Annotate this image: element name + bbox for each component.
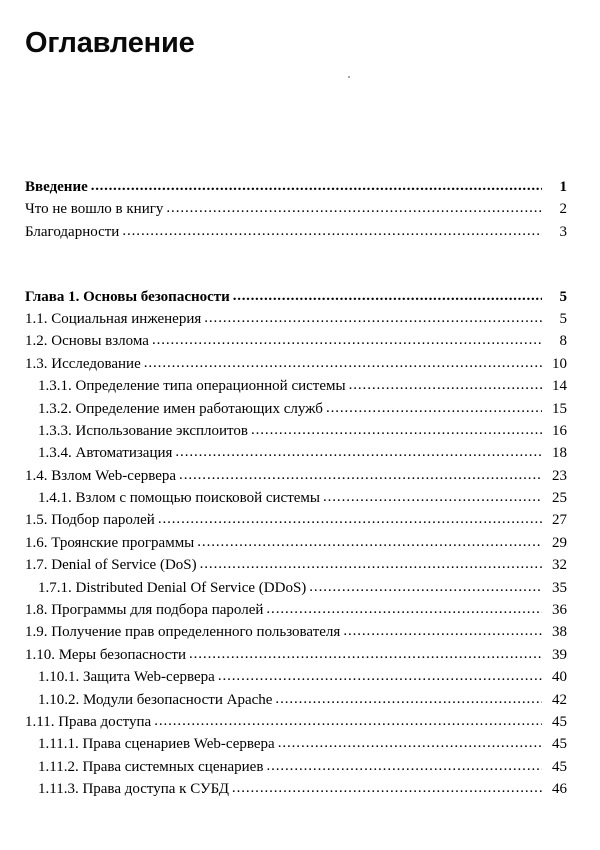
toc-entry[interactable] xyxy=(0,487,600,509)
toc-entry-label: 1.4. Взлом Web-сервера xyxy=(25,467,177,484)
toc-entry-page-number: 35 xyxy=(552,579,567,596)
toc-entry-label: 1.3.3. Использование эксплоитов xyxy=(38,422,248,439)
toc-entry-label: 1.10.2. Модули безопасности Apache xyxy=(38,691,273,708)
toc-entry-page-number: 23 xyxy=(552,467,567,484)
toc-entry-label: 1.11.1. Права сценариев Web-сервера xyxy=(38,736,275,753)
toc-dot-leader xyxy=(175,445,542,460)
toc-entry[interactable] xyxy=(0,554,600,576)
toc-entry[interactable] xyxy=(0,711,600,733)
toc-dot-leader xyxy=(166,201,542,216)
toc-entry-page-number: 38 xyxy=(552,624,567,641)
table-of-contents xyxy=(0,176,600,801)
toc-entry-page-number: 29 xyxy=(552,534,567,551)
toc-entry[interactable] xyxy=(0,644,600,666)
toc-entry-page-number: 2 xyxy=(559,201,567,218)
toc-entry[interactable] xyxy=(0,666,600,688)
toc-entry-label: 1.3.4. Автоматизация xyxy=(38,445,173,462)
toc-entry-page-number: 45 xyxy=(552,736,567,753)
toc-dot-leader xyxy=(278,736,542,751)
toc-entry-label: 1.11. Права доступа xyxy=(25,713,152,730)
toc-dot-leader xyxy=(204,311,542,326)
toc-dot-leader xyxy=(218,669,542,684)
toc-entry[interactable] xyxy=(0,532,600,554)
toc-entry-page-number: 15 xyxy=(552,400,567,417)
toc-entry-page-number: 14 xyxy=(552,378,567,395)
toc-dot-leader xyxy=(152,333,542,348)
toc-dot-leader xyxy=(343,624,542,639)
toc-entry[interactable] xyxy=(0,286,600,308)
toc-dot-leader xyxy=(154,714,542,729)
toc-entry-label: 1.3.2. Определение имен работающих служб xyxy=(38,400,323,417)
toc-entry[interactable] xyxy=(0,375,600,397)
toc-dot-leader xyxy=(122,224,542,239)
page-title: Оглавление xyxy=(25,27,195,59)
toc-entry-label: Введение xyxy=(25,179,88,195)
toc-entry-label: 1.8. Программы для подбора паролей xyxy=(25,602,264,619)
toc-entry[interactable] xyxy=(0,398,600,420)
toc-dot-leader xyxy=(232,781,542,796)
toc-front-matter-group xyxy=(0,176,600,243)
toc-dot-leader xyxy=(275,692,542,707)
toc-dot-leader xyxy=(179,468,542,483)
toc-entry-page-number: 10 xyxy=(552,355,567,372)
toc-entry-label: 1.9. Получение прав определенного пользователя xyxy=(25,624,341,641)
scan-artifact-speck xyxy=(348,76,350,78)
toc-entry-label: 1.11.3. Права доступа к СУБД xyxy=(38,781,229,798)
toc-section-spacer xyxy=(0,243,600,265)
toc-entry[interactable] xyxy=(0,465,600,487)
toc-entry[interactable] xyxy=(0,599,600,621)
toc-entry-page-number: 45 xyxy=(552,758,567,775)
toc-entry-label: Благодарности xyxy=(25,223,120,240)
toc-entry[interactable] xyxy=(0,420,600,442)
toc-dot-leader xyxy=(233,289,542,304)
toc-entry-page-number: 16 xyxy=(552,422,567,439)
toc-dot-leader xyxy=(266,759,542,774)
toc-entry[interactable] xyxy=(0,442,600,464)
toc-entry-label: Что не вошло в книгу xyxy=(25,201,164,218)
toc-entry-page-number: 5 xyxy=(559,288,567,305)
toc-entry-page-number: 5 xyxy=(559,310,567,327)
toc-entry-page-number: 42 xyxy=(552,691,567,708)
toc-entry-page-number: 8 xyxy=(559,333,567,350)
toc-entry[interactable] xyxy=(0,621,600,643)
toc-entry[interactable] xyxy=(0,198,600,220)
toc-entry-page-number: 25 xyxy=(552,490,567,507)
toc-entry-page-number: 40 xyxy=(552,669,567,686)
toc-entry-label: 1.7.1. Distributed Denial Of Service (DDoS) xyxy=(38,579,307,596)
toc-entry-page-number: 27 xyxy=(552,512,567,529)
toc-entry[interactable] xyxy=(0,221,600,243)
toc-entry-label: 1.1. Социальная инженерия xyxy=(25,310,202,327)
toc-entry-label: 1.7. Denial of Service (DoS) xyxy=(25,557,197,574)
toc-dot-leader xyxy=(266,602,542,617)
toc-entry-label: 1.3. Исследование xyxy=(25,355,141,372)
toc-entry-page-number: 3 xyxy=(559,223,567,240)
toc-dot-leader xyxy=(189,647,542,662)
toc-entry-page-number: 18 xyxy=(552,445,567,462)
toc-entry[interactable] xyxy=(0,577,600,599)
toc-dot-leader xyxy=(91,179,542,194)
toc-entry-page-number: 45 xyxy=(552,713,567,730)
toc-dot-leader xyxy=(200,557,542,572)
toc-entry[interactable] xyxy=(0,756,600,778)
toc-entry-label: Глава 1. Основы безопасности xyxy=(25,288,230,305)
toc-entry-page-number: 1 xyxy=(559,179,567,195)
toc-entry-label: 1.10.1. Защита Web-сервера xyxy=(38,669,215,686)
toc-entry-label: 1.11.2. Права системных сценариев xyxy=(38,758,264,775)
toc-entry-label: 1.2. Основы взлома xyxy=(25,333,149,350)
toc-entry-page-number: 36 xyxy=(552,602,567,619)
toc-entry[interactable] xyxy=(0,176,600,198)
toc-dot-leader xyxy=(158,512,542,527)
toc-dot-leader xyxy=(197,535,542,550)
toc-entry-page-number: 46 xyxy=(552,781,567,798)
toc-dot-leader xyxy=(349,378,542,393)
toc-dot-leader xyxy=(309,580,542,595)
toc-dot-leader xyxy=(144,356,542,371)
toc-entry-label: 1.10. Меры безопасности xyxy=(25,646,186,663)
toc-entry[interactable] xyxy=(0,733,600,755)
toc-entry[interactable] xyxy=(0,689,600,711)
toc-entry[interactable] xyxy=(0,330,600,352)
toc-entries-group xyxy=(0,308,600,801)
toc-entry[interactable] xyxy=(0,778,600,800)
toc-dot-leader xyxy=(323,490,542,505)
toc-dot-leader xyxy=(251,423,542,438)
toc-chapter-group xyxy=(0,286,600,308)
toc-entry-page-number: 39 xyxy=(552,646,567,663)
toc-entry[interactable] xyxy=(0,509,600,531)
toc-dot-leader xyxy=(326,401,542,416)
toc-entry-label: 1.4.1. Взлом с помощью поисковой системы xyxy=(38,490,320,507)
toc-entry[interactable] xyxy=(0,353,600,375)
toc-entry-label: 1.6. Троянские программы xyxy=(25,534,195,551)
toc-section-spacer-half xyxy=(0,266,600,286)
toc-entry-label: 1.5. Подбор паролей xyxy=(25,512,155,529)
toc-entry-label: 1.3.1. Определение типа операционной системы xyxy=(38,378,346,395)
toc-entry-page-number: 32 xyxy=(552,557,567,574)
toc-entry[interactable] xyxy=(0,308,600,330)
